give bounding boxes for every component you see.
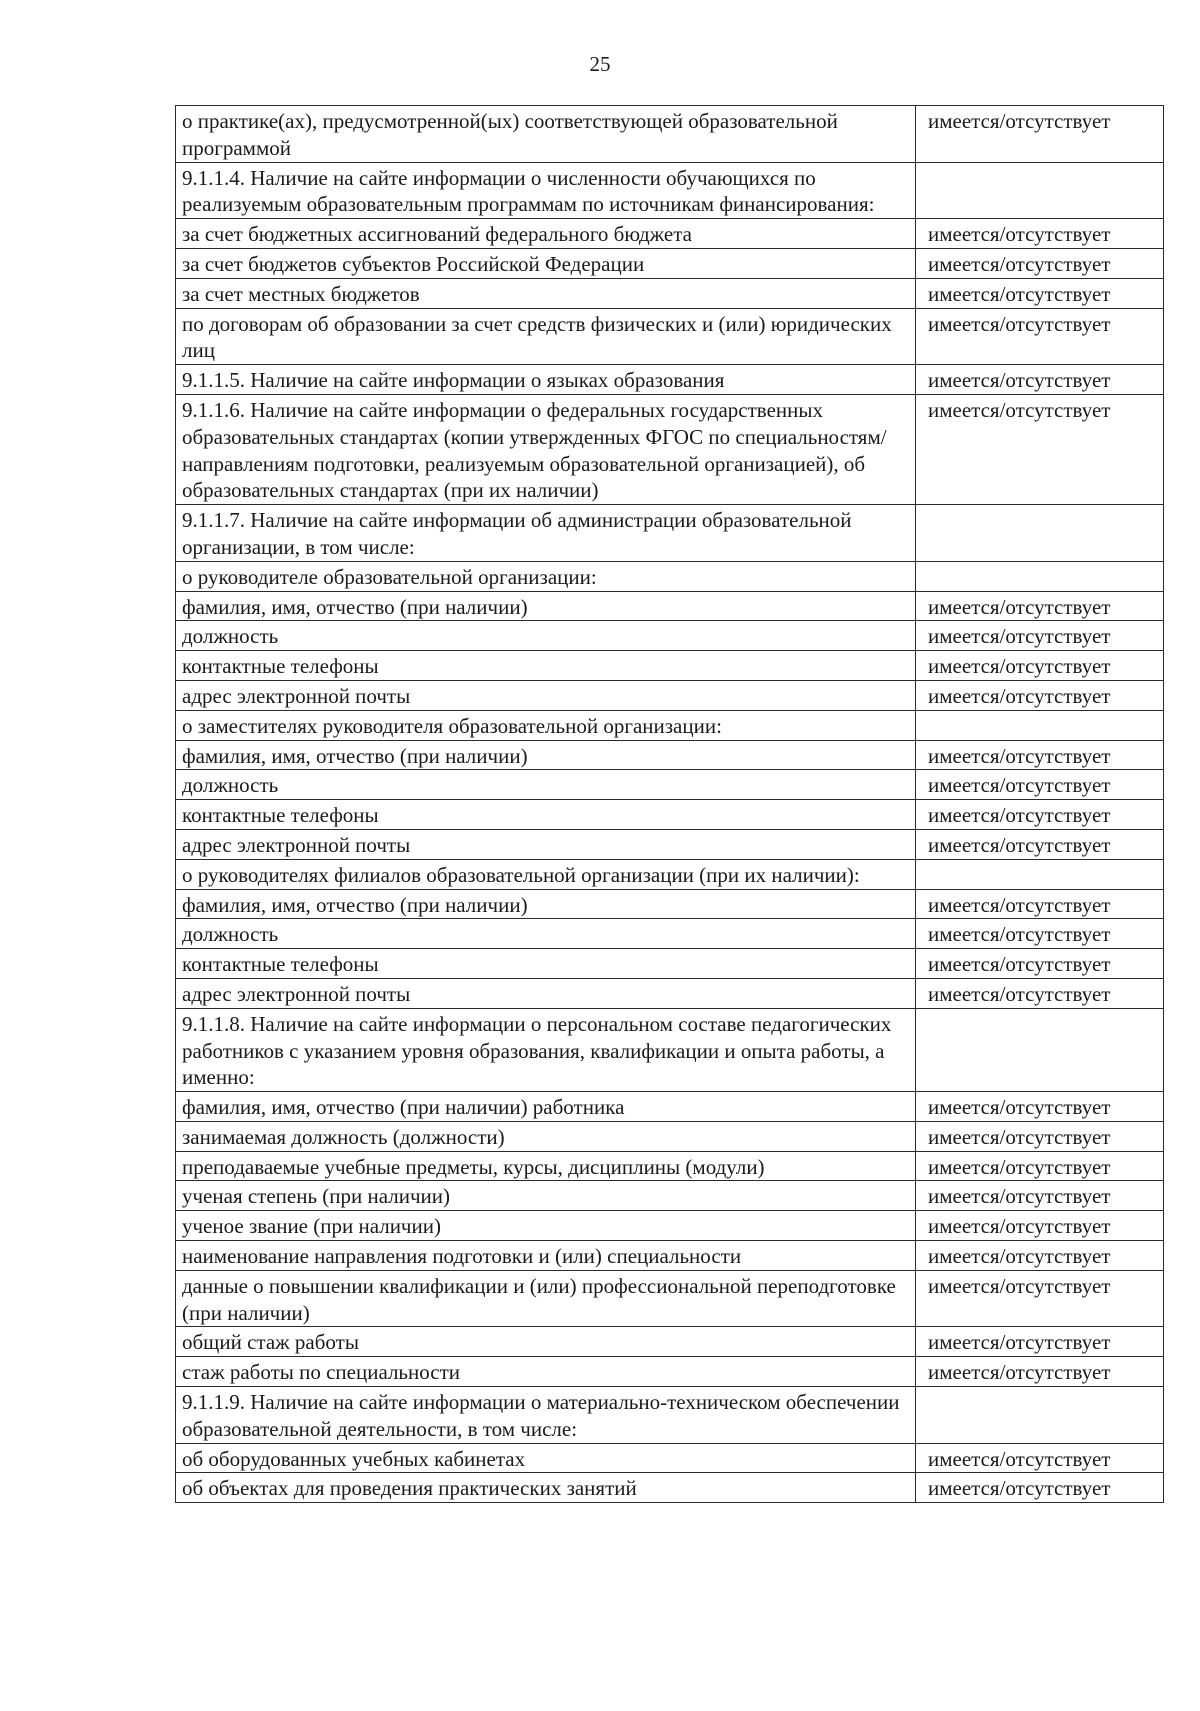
status-cell: имеется/отсутствует xyxy=(916,219,1164,249)
status-cell xyxy=(916,859,1164,889)
table-row xyxy=(176,162,1164,219)
criterion-cell: ученое звание (при наличии) xyxy=(176,1211,916,1241)
status-cell: имеется/отсутствует xyxy=(916,889,1164,919)
table-row xyxy=(176,621,1164,651)
status-cell xyxy=(916,710,1164,740)
status-cell: имеется/отсутствует xyxy=(916,591,1164,621)
table-row xyxy=(176,365,1164,395)
criterion-cell: адрес электронной почты xyxy=(176,829,916,859)
criterion-cell: 9.1.1.9. Наличие на сайте информации о материально-техническом обеспечении образовательной деятельности, в том числе: xyxy=(176,1387,916,1444)
status-cell: имеется/отсутствует xyxy=(916,651,1164,681)
criterion-cell: должность xyxy=(176,919,916,949)
criterion-cell: контактные телефоны xyxy=(176,800,916,830)
table-row xyxy=(176,1357,1164,1387)
status-cell: имеется/отсутствует xyxy=(916,1181,1164,1211)
status-cell: имеется/отсутствует xyxy=(916,1121,1164,1151)
criterion-cell: о руководителе образовательной организации: xyxy=(176,561,916,591)
criterion-cell: по договорам об образовании за счет средств физических и (или) юридических лиц xyxy=(176,308,916,365)
criterion-cell: 9.1.1.5. Наличие на сайте информации о языках образования xyxy=(176,365,916,395)
table-row xyxy=(176,1387,1164,1444)
criterion-cell: наименование направления подготовки и (или) специальности xyxy=(176,1241,916,1271)
table-row xyxy=(176,978,1164,1008)
table-row xyxy=(176,1151,1164,1181)
criterion-cell: преподаваемые учебные предметы, курсы, дисциплины (модули) xyxy=(176,1151,916,1181)
criterion-cell: фамилия, имя, отчество (при наличии) xyxy=(176,740,916,770)
table-row xyxy=(176,740,1164,770)
criterion-cell: о руководителях филиалов образовательной организации (при их наличии): xyxy=(176,859,916,889)
table-row xyxy=(176,800,1164,830)
criterion-cell: фамилия, имя, отчество (при наличии) xyxy=(176,889,916,919)
status-cell xyxy=(916,1008,1164,1091)
table-row xyxy=(176,1443,1164,1473)
status-cell: имеется/отсутствует xyxy=(916,800,1164,830)
criterion-cell: о заместителях руководителя образовательной организации: xyxy=(176,710,916,740)
status-cell: имеется/отсутствует xyxy=(916,1443,1164,1473)
criterion-cell: должность xyxy=(176,621,916,651)
status-cell: имеется/отсутствует xyxy=(916,680,1164,710)
table-row xyxy=(176,1241,1164,1271)
criterion-cell: 9.1.1.7. Наличие на сайте информации об администрации образовательной организации, в том числе: xyxy=(176,505,916,562)
table-row xyxy=(176,248,1164,278)
table-row xyxy=(176,1473,1164,1503)
status-cell: имеется/отсутствует xyxy=(916,1473,1164,1503)
table-row xyxy=(176,1008,1164,1091)
status-cell: имеется/отсутствует xyxy=(916,278,1164,308)
status-cell: имеется/отсутствует xyxy=(916,1151,1164,1181)
criterion-cell: за счет бюджетных ассигнований федерального бюджета xyxy=(176,219,916,249)
status-cell xyxy=(916,561,1164,591)
status-cell: имеется/отсутствует xyxy=(916,949,1164,979)
table-row xyxy=(176,219,1164,249)
status-cell: имеется/отсутствует xyxy=(916,365,1164,395)
criterion-cell: об оборудованных учебных кабинетах xyxy=(176,1443,916,1473)
criterion-cell: стаж работы по специальности xyxy=(176,1357,916,1387)
table-row xyxy=(176,278,1164,308)
status-cell: имеется/отсутствует xyxy=(916,308,1164,365)
status-cell: имеется/отсутствует xyxy=(916,740,1164,770)
criterion-cell: 9.1.1.8. Наличие на сайте информации о персональном составе педагогических работников с указанием уровня образования, квалификации и опыта работы, а именно: xyxy=(176,1008,916,1091)
table-row xyxy=(176,106,1164,163)
table-row xyxy=(176,889,1164,919)
criterion-cell: ученая степень (при наличии) xyxy=(176,1181,916,1211)
status-cell xyxy=(916,505,1164,562)
criterion-cell: о практике(ах), предусмотренной(ых) соответствующей образовательной программой xyxy=(176,106,916,163)
table-row xyxy=(176,859,1164,889)
criterion-cell: за счет бюджетов субъектов Российской Федерации xyxy=(176,248,916,278)
table-row xyxy=(176,308,1164,365)
status-cell xyxy=(916,1387,1164,1444)
criterion-cell: фамилия, имя, отчество (при наличии) работника xyxy=(176,1092,916,1122)
status-cell: имеется/отсутствует xyxy=(916,1357,1164,1387)
status-cell xyxy=(916,162,1164,219)
table-row xyxy=(176,770,1164,800)
criterion-cell: должность xyxy=(176,770,916,800)
table-row xyxy=(176,829,1164,859)
status-cell: имеется/отсутствует xyxy=(916,919,1164,949)
criterion-cell: 9.1.1.4. Наличие на сайте информации о численности обучающихся по реализуемым образовательным программам по источникам финансирования: xyxy=(176,162,916,219)
criterion-cell: контактные телефоны xyxy=(176,651,916,681)
table-row xyxy=(176,1327,1164,1357)
criterion-cell: за счет местных бюджетов xyxy=(176,278,916,308)
status-cell: имеется/отсутствует xyxy=(916,1327,1164,1357)
status-cell: имеется/отсутствует xyxy=(916,248,1164,278)
criterion-cell: фамилия, имя, отчество (при наличии) xyxy=(176,591,916,621)
status-cell: имеется/отсутствует xyxy=(916,978,1164,1008)
status-cell: имеется/отсутствует xyxy=(916,1211,1164,1241)
table-row xyxy=(176,1181,1164,1211)
table-row xyxy=(176,710,1164,740)
criteria-table xyxy=(175,105,1164,1503)
page-number: 25 xyxy=(589,52,611,76)
table-row xyxy=(176,394,1164,504)
table-row xyxy=(176,1121,1164,1151)
criterion-cell: данные о повышении квалификации и (или) профессиональной переподготовке (при наличии) xyxy=(176,1270,916,1327)
table-row xyxy=(176,949,1164,979)
table-row xyxy=(176,919,1164,949)
table-row xyxy=(176,651,1164,681)
status-cell: имеется/отсутствует xyxy=(916,621,1164,651)
criterion-cell: 9.1.1.6. Наличие на сайте информации о федеральных государственных образовательных стандартах (копии утвержденных ФГОС по специальностям/направлениям подготовки, реализуемым образовательной организацией), об образовательных стандартах (при их наличии) xyxy=(176,394,916,504)
criterion-cell: контактные телефоны xyxy=(176,949,916,979)
table-row xyxy=(176,1092,1164,1122)
criterion-cell: занимаемая должность (должности) xyxy=(176,1121,916,1151)
status-cell: имеется/отсутствует xyxy=(916,394,1164,504)
table-row xyxy=(176,505,1164,562)
status-cell: имеется/отсутствует xyxy=(916,770,1164,800)
status-cell: имеется/отсутствует xyxy=(916,829,1164,859)
status-cell: имеется/отсутствует xyxy=(916,1092,1164,1122)
table-row xyxy=(176,561,1164,591)
criterion-cell: адрес электронной почты xyxy=(176,978,916,1008)
table-row xyxy=(176,591,1164,621)
table-row xyxy=(176,1211,1164,1241)
table-row xyxy=(176,680,1164,710)
criterion-cell: общий стаж работы xyxy=(176,1327,916,1357)
criterion-cell: об объектах для проведения практических занятий xyxy=(176,1473,916,1503)
status-cell: имеется/отсутствует xyxy=(916,1241,1164,1271)
table-row xyxy=(176,1270,1164,1327)
criterion-cell: адрес электронной почты xyxy=(176,680,916,710)
status-cell: имеется/отсутствует xyxy=(916,1270,1164,1327)
status-cell: имеется/отсутствует xyxy=(916,106,1164,163)
